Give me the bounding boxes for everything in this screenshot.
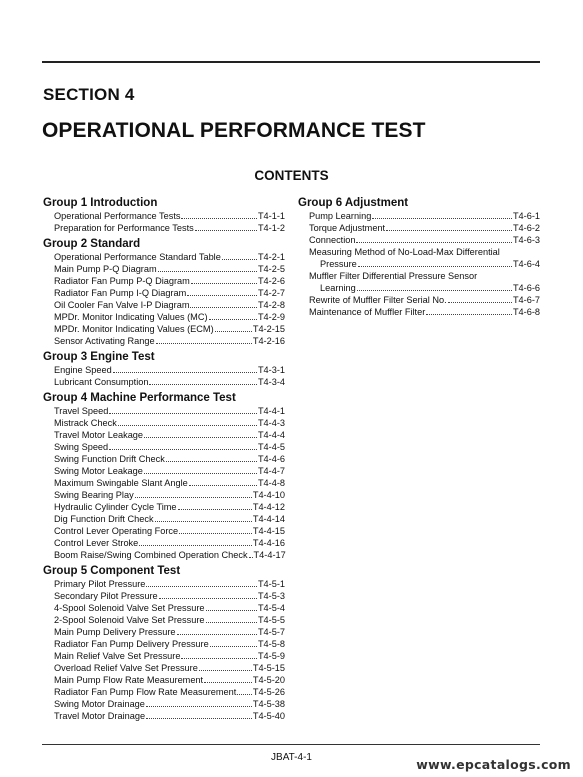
dot-leader [187, 295, 257, 296]
toc-entry-label: Primary Pilot Pressure [54, 579, 146, 589]
toc-entry[interactable] [43, 251, 285, 263]
toc-entry-page: T4-5-9 [257, 651, 285, 661]
toc-entry[interactable] [43, 626, 285, 638]
toc-entry[interactable] [43, 686, 285, 698]
toc-entry-label: Radiator Fan Pump I-Q Diagram [54, 288, 187, 298]
toc-entry-page: T4-5-5 [257, 615, 285, 625]
toc-entry-page: T4-5-38 [252, 699, 285, 709]
toc-group-title: Group 1 Introduction [43, 197, 158, 209]
toc-entry-label: Pump Learning [309, 211, 372, 221]
toc-entry-label: Swing Motor Drainage [54, 699, 145, 709]
toc-entry-page: T4-5-1 [257, 579, 285, 589]
toc-group-1 [43, 196, 285, 234]
toc-entry-label: Travel Motor Leakage [54, 430, 144, 440]
dot-leader [191, 283, 257, 284]
dot-leader [181, 658, 256, 659]
toc-entry-page: T4-5-40 [252, 711, 285, 721]
toc-entry-label: Operational Performance Tests [54, 211, 181, 221]
toc-entry-label: Oil Cooler Fan Valve I-P Diagram [54, 300, 190, 310]
toc-entry-page: T4-4-10 [252, 490, 285, 500]
toc-right-column [298, 196, 540, 321]
dot-leader [206, 610, 257, 611]
dot-leader [155, 521, 252, 522]
toc-entry[interactable] [43, 537, 285, 549]
toc-entry-label: Torque Adjustment [309, 223, 386, 233]
dot-leader [237, 694, 252, 695]
toc-entry-label: MPDr. Monitor Indicating Values (MC) [54, 312, 208, 322]
toc-entry[interactable] [43, 513, 285, 525]
toc-entry[interactable] [43, 477, 285, 489]
dot-leader [146, 586, 257, 587]
toc-entry-page: T4-6-8 [512, 307, 540, 317]
dot-leader [199, 670, 252, 671]
contents-heading: CONTENTS [254, 168, 329, 183]
toc-entry[interactable] [43, 335, 285, 347]
toc-group-title: Group 2 Standard [43, 238, 141, 250]
toc-entry[interactable] [43, 638, 285, 650]
toc-entry[interactable] [43, 465, 285, 477]
toc-entry-page: T4-4-12 [252, 502, 285, 512]
toc-entry-page: T4-4-17 [253, 550, 286, 560]
toc-entry-label: Travel Motor Drainage [54, 711, 146, 721]
toc-entry[interactable] [298, 294, 540, 306]
toc-entry-page: T4-4-8 [257, 478, 285, 488]
toc-entry-page: T4-2-6 [257, 276, 285, 286]
toc-entry-page: T4-2-1 [257, 252, 285, 262]
toc-entry[interactable] [298, 306, 540, 318]
dot-leader [195, 230, 257, 231]
toc-entry[interactable] [43, 710, 285, 722]
toc-group-title: Group 5 Component Test [43, 565, 181, 577]
toc-entry-page: T4-4-3 [257, 418, 285, 428]
toc-group-5 [43, 564, 285, 722]
toc-entry-page: T4-6-7 [512, 295, 540, 305]
toc-group-title: Group 6 Adjustment [298, 197, 409, 209]
dot-leader [139, 545, 252, 546]
dot-leader [189, 485, 257, 486]
dot-leader [146, 718, 252, 719]
dot-leader [249, 557, 253, 558]
dot-leader [448, 302, 512, 303]
toc-group-2 [43, 237, 285, 347]
dot-leader [144, 437, 257, 438]
dot-leader [181, 218, 256, 219]
dot-leader [356, 242, 511, 243]
toc-entry-label: 4-Spool Solenoid Valve Set Pressure [54, 603, 205, 613]
toc-entry[interactable] [298, 282, 540, 294]
toc-entry-label: Rewrite of Muffler Filter Serial No. [309, 295, 447, 305]
toc-group-4 [43, 391, 285, 561]
dot-leader [109, 449, 257, 450]
dot-leader [179, 533, 252, 534]
toc-entry-page: T4-2-9 [257, 312, 285, 322]
toc-entry[interactable] [298, 234, 540, 246]
bottom-rule [42, 744, 540, 745]
toc-entry-label: Radiator Fan Pump Delivery Pressure [54, 639, 209, 649]
toc-entry-page: T4-6-1 [512, 211, 540, 221]
dot-leader [159, 598, 257, 599]
toc-entry[interactable] [298, 258, 540, 270]
toc-entry[interactable] [43, 417, 285, 429]
dot-leader [177, 634, 257, 635]
dot-leader [113, 372, 257, 373]
dot-leader [386, 230, 512, 231]
toc-entry-page: T4-1-2 [257, 223, 285, 233]
toc-entry[interactable] [43, 323, 285, 335]
toc-entry[interactable] [43, 405, 285, 417]
toc-left-column [43, 196, 285, 725]
toc-entry[interactable] [43, 525, 285, 537]
toc-group-title: Group 4 Machine Performance Test [43, 392, 236, 404]
toc-entry-label: Radiator Fan Pump P-Q Diagram [54, 276, 190, 286]
dot-leader [210, 646, 257, 647]
toc-entry[interactable] [43, 364, 285, 376]
dot-leader [118, 425, 257, 426]
toc-entry-page: T4-6-3 [512, 235, 540, 245]
dot-leader [190, 307, 256, 308]
dot-leader [215, 331, 252, 332]
dot-leader [109, 413, 257, 414]
toc-entry-label: Learning [320, 283, 356, 293]
toc-entry[interactable] [43, 275, 285, 287]
toc-entry-label: Maintenance of Muffler Filter [309, 307, 426, 317]
toc-entry-label: Mistrack Check [54, 418, 117, 428]
page-title: OPERATIONAL PERFORMANCE TEST [42, 119, 426, 142]
toc-entry-page: T4-4-14 [252, 514, 285, 524]
toc-entry-label: Secondary Pilot Pressure [54, 591, 158, 601]
toc-entry-label: Boom Raise/Swing Combined Operation Check [54, 550, 248, 560]
toc-entry-label: Control Lever Stroke [54, 538, 139, 548]
toc-entry[interactable] [43, 441, 285, 453]
toc-entry[interactable] [43, 590, 285, 602]
dot-leader [357, 290, 512, 291]
toc-entry-label: Main Pump Delivery Pressure [54, 627, 176, 637]
toc-entry-label: Swing Motor Leakage [54, 466, 143, 476]
toc-entry-page: T4-3-1 [257, 365, 285, 375]
toc-entry-page: T4-2-15 [252, 324, 285, 334]
toc-group-title: Group 3 Engine Test [43, 351, 155, 363]
watermark-text: www.epcatalogs.com [416, 757, 571, 772]
dot-leader [144, 473, 257, 474]
page-code: JBAT-4-1 [271, 752, 312, 763]
toc-entry[interactable] [43, 299, 285, 311]
toc-entry-page: T4-4-16 [252, 538, 285, 548]
toc-entry-page: T4-2-16 [252, 336, 285, 346]
toc-entry-page: T4-2-5 [257, 264, 285, 274]
toc-entry-page: T4-6-2 [512, 223, 540, 233]
toc-entry-label: Connection [309, 235, 356, 245]
toc-entry-label: Main Relief Valve Set Pressure [54, 651, 181, 661]
toc-entry[interactable] [43, 549, 285, 561]
toc-entry-label: Pressure [320, 259, 357, 269]
toc-entry[interactable] [43, 602, 285, 614]
dot-leader [146, 706, 252, 707]
toc-entry-page: T4-4-6 [257, 454, 285, 464]
dot-leader [135, 497, 252, 498]
toc-entry[interactable] [43, 489, 285, 501]
dot-leader [426, 314, 512, 315]
toc-entry-page: T4-5-15 [252, 663, 285, 673]
toc-entry-label: Main Pump Flow Rate Measurement [54, 675, 204, 685]
dot-leader [372, 218, 512, 219]
toc-entry-label-line: Muffler Filter Differential Pressure Sensor [309, 271, 478, 281]
toc-entry-label: 2-Spool Solenoid Valve Set Pressure [54, 615, 205, 625]
top-rule [42, 61, 540, 63]
dot-leader [358, 266, 512, 267]
toc-entry-label: Radiator Fan Pump Flow Rate Measurement [54, 687, 237, 697]
dot-leader [206, 622, 257, 623]
toc-entry-label-line: Measuring Method of No-Load-Max Differential [309, 247, 500, 257]
toc-entry-page: T4-2-7 [257, 288, 285, 298]
toc-entry[interactable] [43, 376, 285, 388]
toc-entry[interactable] [43, 311, 285, 323]
toc-entry-label: Travel Speed [54, 406, 109, 416]
toc-entry[interactable] [43, 674, 285, 686]
toc-group-6 [298, 196, 540, 318]
toc-entry[interactable] [43, 698, 285, 710]
toc-entry-page: T4-4-15 [252, 526, 285, 536]
dot-leader [149, 384, 256, 385]
dot-leader [166, 461, 257, 462]
toc-entry[interactable] [43, 210, 285, 222]
toc-entry[interactable] [43, 429, 285, 441]
toc-entry[interactable] [43, 578, 285, 590]
toc-entry-label: Lubricant Consumption [54, 377, 149, 387]
toc-group-3 [43, 350, 285, 388]
toc-entry-label: Dig Function Drift Check [54, 514, 154, 524]
toc-entry-label: Maximum Swingable Slant Angle [54, 478, 188, 488]
toc-entry-label: Operational Performance Standard Table [54, 252, 221, 262]
toc-entry[interactable] [43, 453, 285, 465]
toc-entry-label: Swing Bearing Play [54, 490, 134, 500]
toc-entry-page: T4-5-8 [257, 639, 285, 649]
toc-entry-label: Control Lever Operating Force [54, 526, 179, 536]
toc-entry-page: T4-4-4 [257, 430, 285, 440]
toc-entry-page: T4-5-3 [257, 591, 285, 601]
toc-entry-label: MPDr. Monitor Indicating Values (ECM) [54, 324, 214, 334]
dot-leader [158, 271, 257, 272]
toc-entry-label: Hydraulic Cylinder Cycle Time [54, 502, 177, 512]
toc-entry[interactable] [43, 662, 285, 674]
toc-entry-page: T4-5-7 [257, 627, 285, 637]
toc-entry-page: T4-1-1 [257, 211, 285, 221]
toc-entry[interactable] [298, 210, 540, 222]
toc-entry-label: Swing Speed [54, 442, 109, 452]
toc-entry-page: T4-4-5 [257, 442, 285, 452]
toc-entry[interactable] [43, 263, 285, 275]
toc-entry-page: T4-5-20 [252, 675, 285, 685]
section-label: SECTION 4 [43, 85, 135, 104]
toc-entry[interactable] [43, 222, 285, 234]
toc-entry-page: T4-5-4 [257, 603, 285, 613]
toc-entry-page: T4-3-4 [257, 377, 285, 387]
toc-entry-label: Engine Speed [54, 365, 112, 375]
toc-entry-label: Swing Function Drift Check [54, 454, 165, 464]
toc-entry-label: Sensor Activating Range [54, 336, 155, 346]
dot-leader [209, 319, 257, 320]
toc-entry-label: Overload Relief Valve Set Pressure [54, 663, 198, 673]
toc-entry[interactable] [298, 222, 540, 234]
toc-entry-page: T4-6-4 [512, 259, 540, 269]
dot-leader [204, 682, 252, 683]
toc-entry-page: T4-4-1 [257, 406, 285, 416]
toc-entry-page: T4-6-6 [512, 283, 540, 293]
toc-entry[interactable] [43, 501, 285, 513]
dot-leader [178, 509, 252, 510]
toc-entry-page: T4-5-26 [252, 687, 285, 697]
dot-leader [156, 343, 252, 344]
toc-entry[interactable] [43, 287, 285, 299]
toc-entry-page: T4-2-8 [257, 300, 285, 310]
toc-entry-page: T4-4-7 [257, 466, 285, 476]
toc-entry-label: Main Pump P-Q Diagram [54, 264, 157, 274]
toc-entry-label: Preparation for Performance Tests [54, 223, 194, 233]
toc-entry[interactable] [43, 650, 285, 662]
dot-leader [222, 259, 257, 260]
toc-entry[interactable] [43, 614, 285, 626]
